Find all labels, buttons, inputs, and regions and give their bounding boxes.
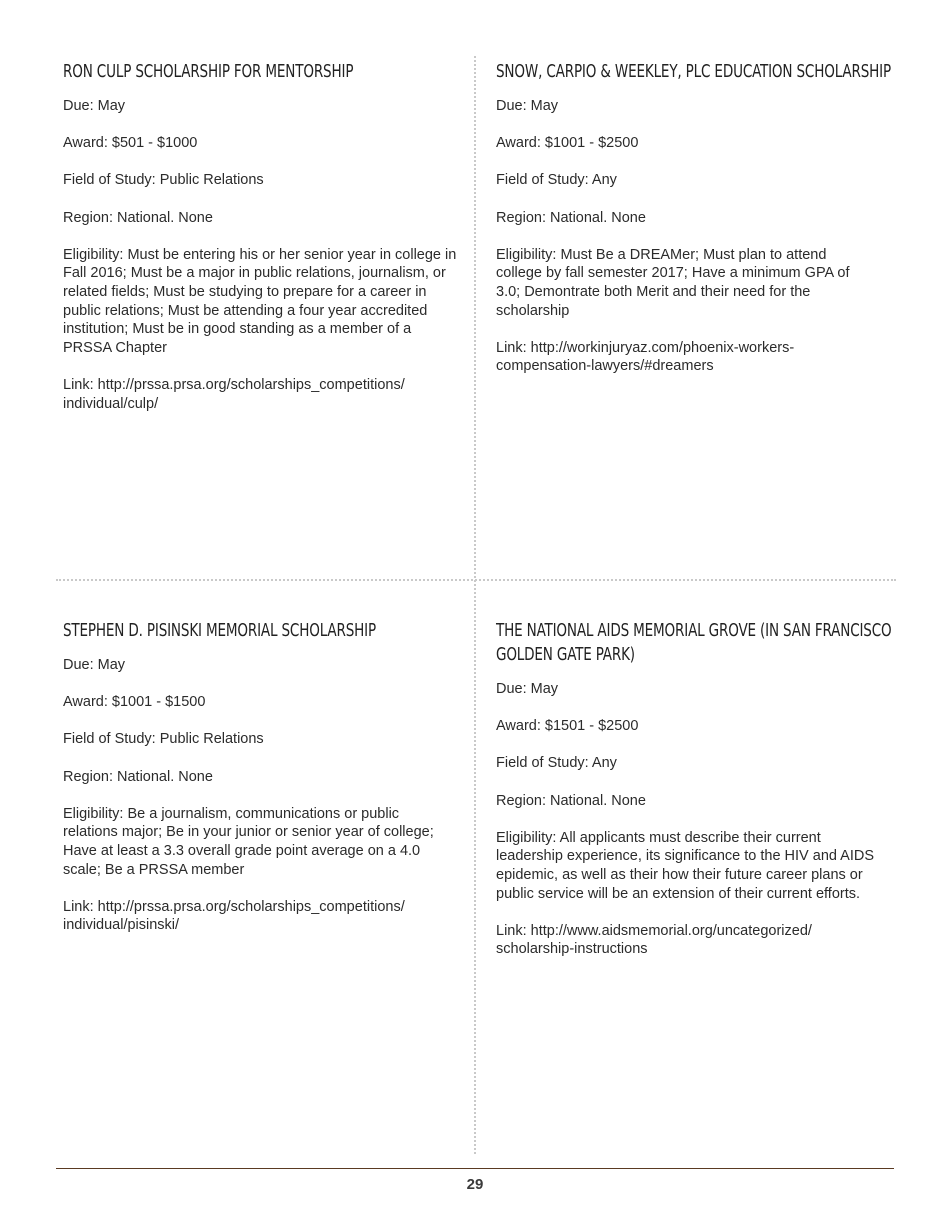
- link-line[interactable]: individual/culp/: [63, 395, 159, 412]
- due-date: Due: May: [63, 657, 126, 673]
- scholarship-title: STEPHEN D. PISINSKI MEMORIAL SCHOLARSHIP: [63, 621, 376, 641]
- link[interactable]: [496, 922, 891, 959]
- field-of-study: Field of Study: Public Relations: [63, 731, 264, 748]
- due-date: Due: May: [496, 98, 559, 114]
- field-of-study: Field of Study: Any: [496, 755, 617, 772]
- page-number: 29: [466, 1176, 484, 1193]
- eligibility: Eligibility: Must Be a DREAMer; Must plan to attend college by fall semester 2017; Have a minimum GPA of 3.0; Demontrate both Merit and their need for the scholarship: [496, 246, 850, 319]
- award-amount: Award: $1001 - $2500: [496, 135, 639, 152]
- eligibility: Eligibility: All applicants must describe their current leadership experience, its significance to the HIV and AIDS epidemic, as well as their how their future career plans or public service will be an extension of their current efforts.: [496, 829, 875, 902]
- eligibility: Eligibility: Be a journalism, communications or public relations major; Be in your junior or senior year of college; Have at least a 3.3 overall grade point average on a 4.0 scale; Be a PRSSA member: [63, 805, 434, 878]
- eligibility: Eligibility: Must be entering his or her senior year in college in Fall 2016; Must be a major in public relations, journalism, or related fields; Must be studying to prepare for a career in public relations; Must be attending a four year accredited institution; Must be in good standing as a member of a PRSSA Chapter: [63, 246, 457, 356]
- scholarship-card-ron-culp: [63, 60, 458, 432]
- link[interactable]: [496, 339, 891, 376]
- region: Region: National. None: [496, 792, 646, 809]
- row-divider: [56, 579, 896, 581]
- link-line[interactable]: Link: http://www.aidsmemorial.org/uncategorized/: [496, 922, 812, 939]
- link[interactable]: [63, 376, 458, 413]
- region: Region: National. None: [63, 768, 213, 785]
- due-date: Due: May: [496, 681, 559, 697]
- award-amount: Award: $1501 - $2500: [496, 718, 639, 735]
- link-line[interactable]: Link: http://prssa.prsa.org/scholarships_competitions/: [63, 376, 405, 393]
- link-line[interactable]: Link: http://workinjuryaz.com/phoenix-workers-: [496, 339, 795, 356]
- footer-rule: [56, 1168, 894, 1169]
- scholarship-card-snow-carpio-weekley: [496, 60, 891, 395]
- link-line[interactable]: Link: http://prssa.prsa.org/scholarships_competitions/: [63, 898, 405, 915]
- scholarship-card-aids-memorial-grove: [496, 619, 891, 978]
- scholarship-title: THE NATIONAL AIDS MEMORIAL GROVE (IN SAN FRANCISCO GOLDEN GATE PARK): [496, 621, 892, 665]
- award-amount: Award: $501 - $1000: [63, 135, 198, 152]
- scholarship-title: RON CULP SCHOLARSHIP FOR MENTORSHIP: [63, 62, 354, 82]
- scholarship-title: SNOW, CARPIO & WEEKLEY, PLC EDUCATION SCHOLARSHIP: [496, 62, 891, 82]
- link[interactable]: [63, 898, 458, 935]
- field-of-study: Field of Study: Any: [496, 172, 617, 189]
- link-line[interactable]: individual/pisinski/: [63, 917, 180, 934]
- region: Region: National. None: [63, 209, 213, 226]
- scholarship-card-pisinski: [63, 619, 458, 954]
- column-divider: [474, 56, 476, 1154]
- field-of-study: Field of Study: Public Relations: [63, 172, 264, 189]
- award-amount: Award: $1001 - $1500: [63, 694, 206, 711]
- link-line[interactable]: compensation-lawyers/#dreamers: [496, 358, 714, 375]
- link-line[interactable]: scholarship-instructions: [496, 941, 648, 958]
- region: Region: National. None: [496, 209, 646, 226]
- due-date: Due: May: [63, 98, 126, 114]
